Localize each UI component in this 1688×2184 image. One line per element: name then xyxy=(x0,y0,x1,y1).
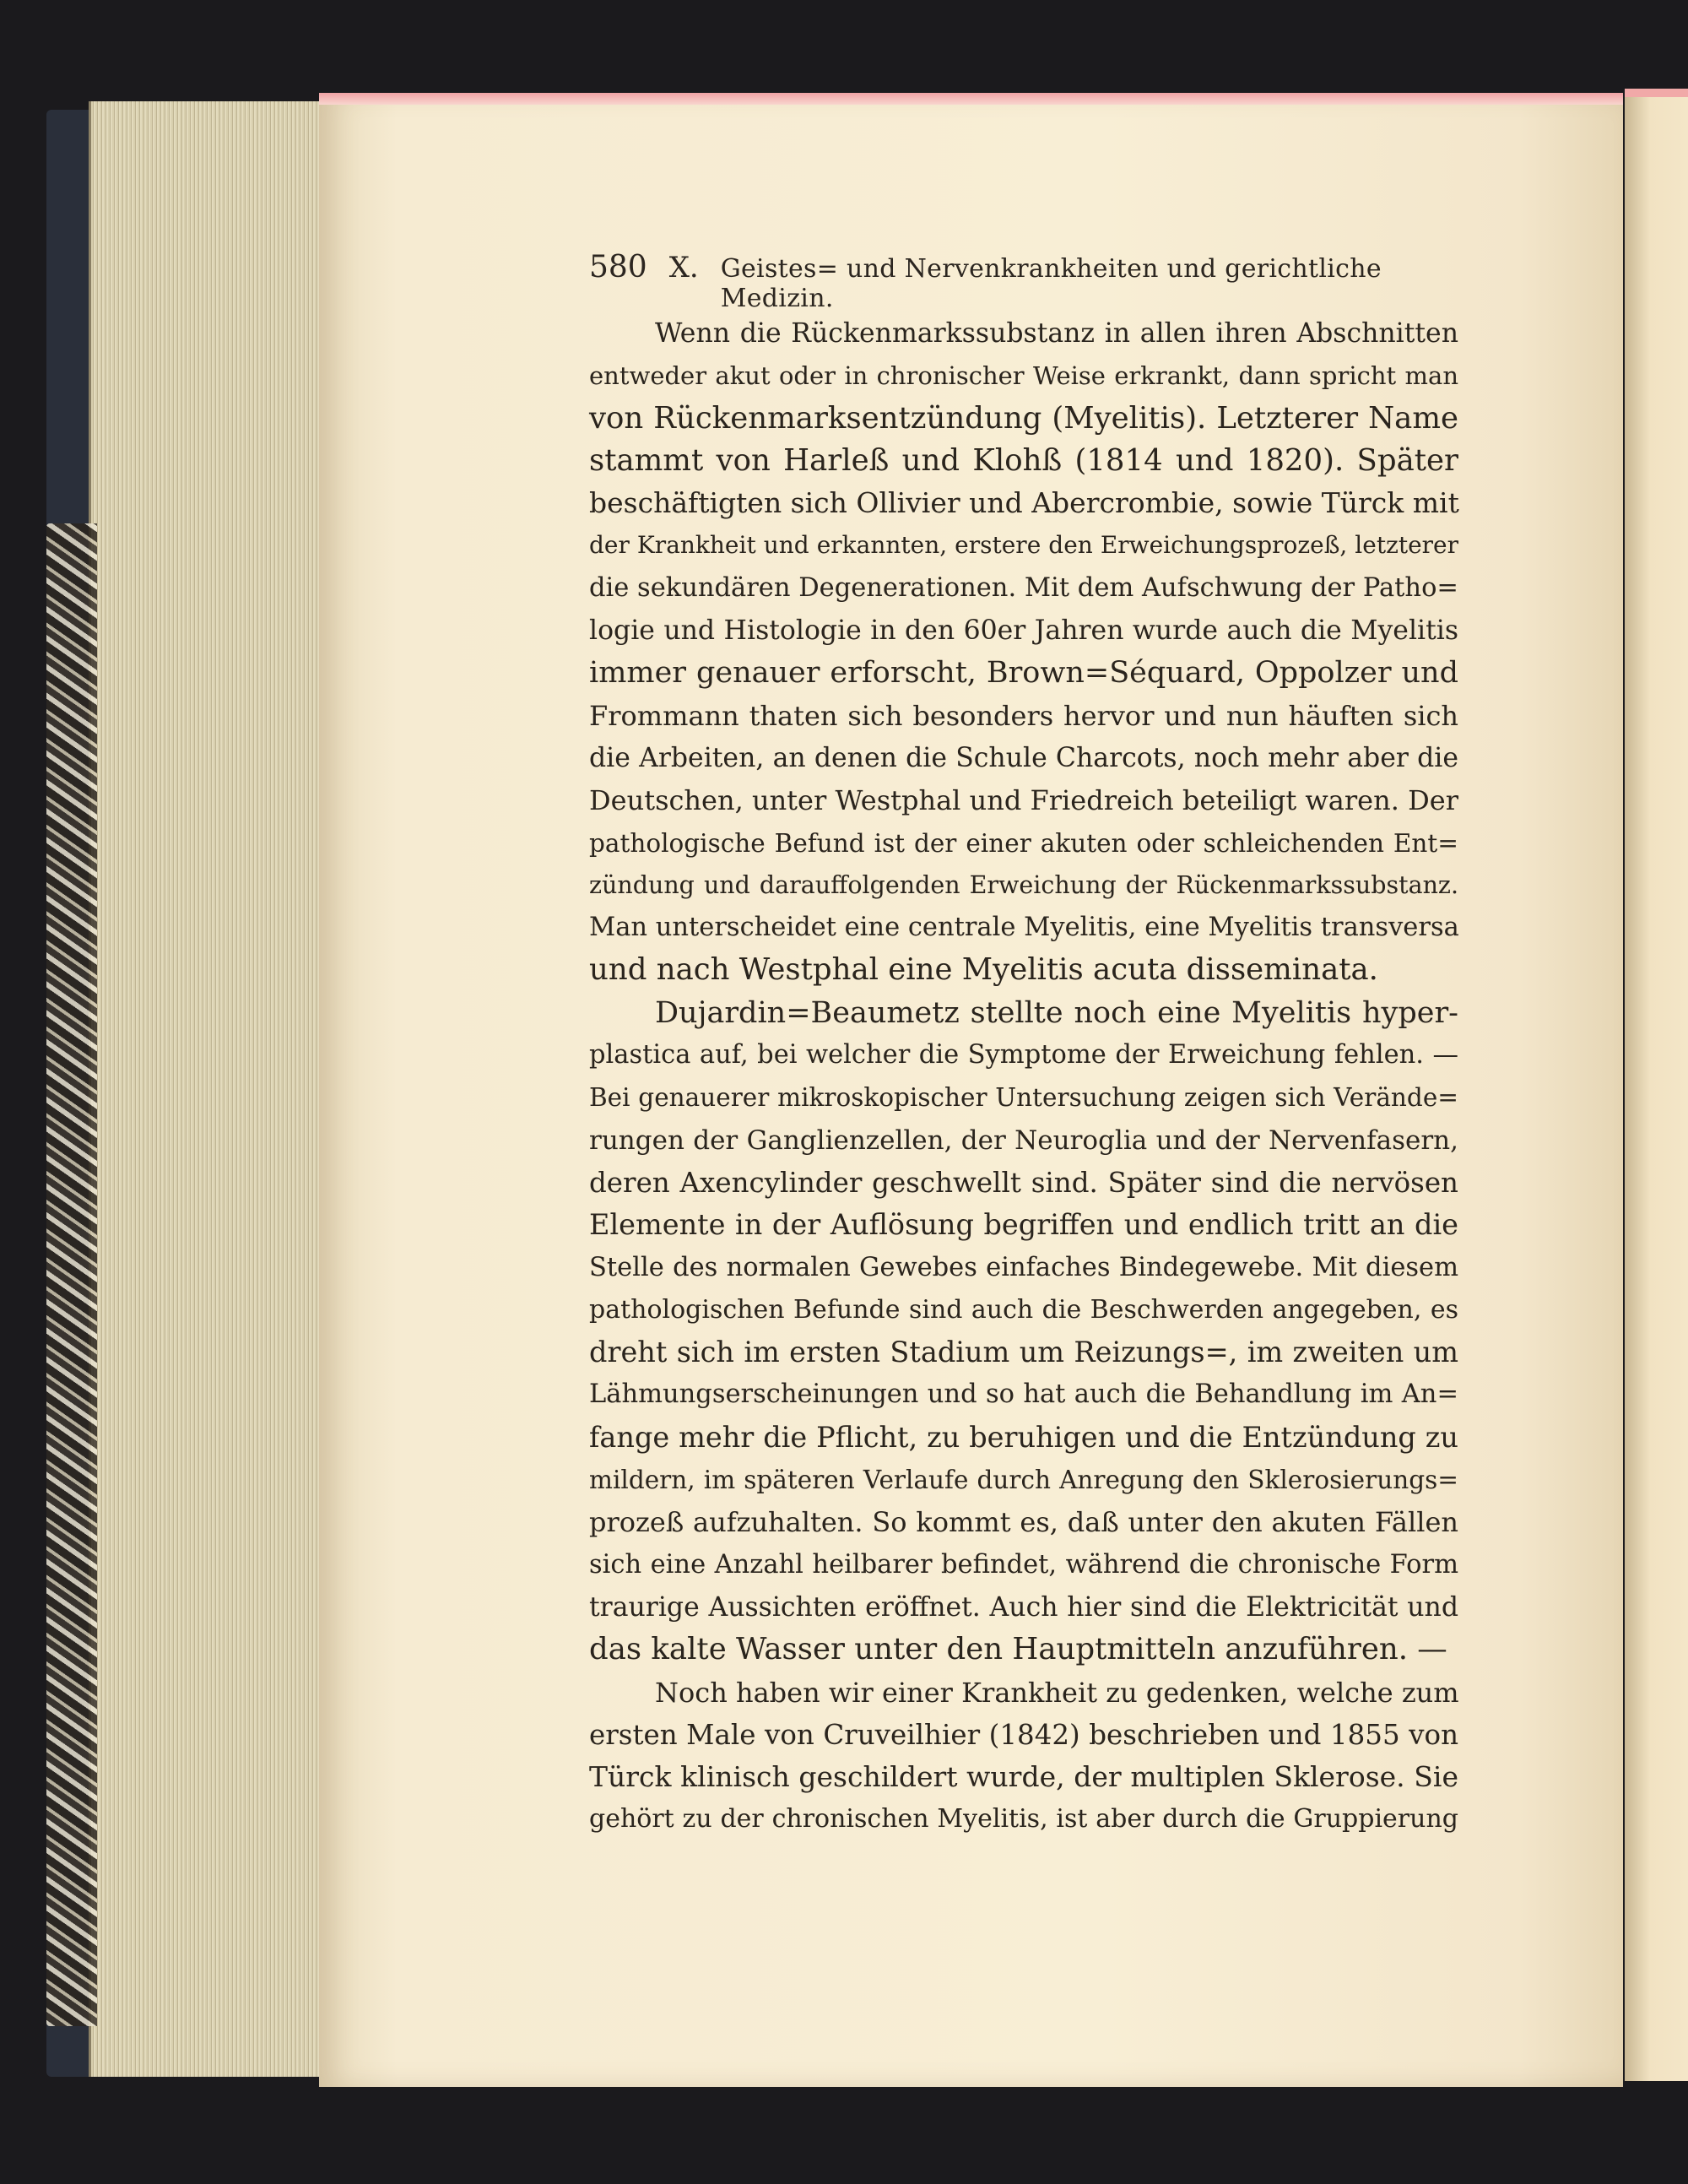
text-line: sich eine Anzahl heilbarer befindet, während die chronische Form xyxy=(589,1549,1458,1580)
text-line: Lähmungserscheinungen und so hat auch die Behandlung im An= xyxy=(589,1379,1458,1410)
text-line: pathologischen Befunde sind auch die Beschwerden angegeben, es xyxy=(589,1294,1458,1325)
text-line: fange mehr die Pflicht, zu beruhigen und die Entzündung zu xyxy=(589,1420,1458,1454)
facing-page-edge xyxy=(1625,89,1688,2081)
text-line: stammt von Harleß und Klohß (1814 und 1820). Später xyxy=(589,442,1458,478)
text-line: Man unterscheidet eine centrale Myelitis, eine Myelitis transversa xyxy=(589,913,1459,943)
text-line: von Rückenmarksentzündung (Myelitis). Letzterer Name xyxy=(589,400,1458,436)
chapter-numeral: X. xyxy=(668,251,699,285)
facing-page-pink-edge xyxy=(1625,89,1688,97)
text-line: ersten Male von Cruveilhier (1842) beschrieben und 1855 von xyxy=(589,1718,1458,1751)
text-line: immer genauer erforscht, Brown=Séquard, Oppolzer und xyxy=(589,656,1458,691)
marbled-cover-edge xyxy=(46,523,97,2026)
text-line: entweder akut oder in chronischer Weise erkrankt, dann spricht man xyxy=(589,361,1458,391)
text-line: die sekundären Degenerationen. Mit dem Aufschwung der Patho= xyxy=(589,572,1458,603)
text-line: und nach Westphal eine Myelitis acuta disseminata. xyxy=(589,952,1378,988)
text-line: dreht sich im ersten Stadium um Reizungs=, im zweiten um xyxy=(589,1336,1458,1369)
body-text xyxy=(589,312,1458,1841)
text-line: zündung und darauffolgenden Erweichung der Rückenmarkssubstanz. xyxy=(589,870,1458,899)
text-line: Türck klinisch geschildert wurde, der multiplen Sklerose. Sie xyxy=(589,1760,1458,1794)
page-top-pink-edge xyxy=(319,93,1623,105)
text-line: beschäftigten sich Ollivier und Abercrombie, sowie Türck mit xyxy=(589,486,1459,520)
text-line: prozeß aufzuhalten. So kommt es, daß unter den akuten Fällen xyxy=(589,1506,1458,1539)
text-line: Dujardin=Beaumetz stellte noch eine Myelitis hyper- xyxy=(655,995,1458,1030)
text-line: die Arbeiten, an denen die Schule Charcots, noch mehr aber die xyxy=(589,742,1458,773)
text-line: Frommann thaten sich besonders hervor und nun häuften sich xyxy=(589,699,1458,732)
text-line: der Krankheit und erkannten, erstere den Erweichungsprozeß, letzterer xyxy=(589,531,1458,560)
text-line: pathologische Befund ist der einer akuten oder schleichenden Ent= xyxy=(589,828,1458,858)
page-edges xyxy=(89,101,323,2077)
text-line: logie und Histologie in den 60er Jahren wurde auch die Myelitis xyxy=(589,615,1458,647)
text-line: Elemente in der Auflösung begriffen und endlich tritt an die xyxy=(589,1208,1458,1242)
text-line: Deutschen, unter Westphal und Friedreich beteiligt waren. Der xyxy=(589,784,1458,817)
text-line: plastica auf, bei welcher die Symptome der Erweichung fehlen. — xyxy=(589,1040,1458,1070)
text-line: Stelle des normalen Gewebes einfaches Bindegewebe. Mit diesem xyxy=(589,1252,1458,1282)
page-number: 580 xyxy=(589,250,647,285)
text-line: gehört zu der chronischen Myelitis, ist aber durch die Gruppierung xyxy=(589,1804,1458,1834)
text-line: Wenn die Rückenmarkssubstanz in allen ihren Abschnitten xyxy=(655,318,1458,349)
text-line: rungen der Ganglienzellen, der Neuroglia und der Nervenfasern, xyxy=(589,1125,1458,1156)
text-line: mildern, im späteren Verlaufe durch Anregung den Sklerosierungs= xyxy=(589,1466,1458,1495)
text-line: deren Axencylinder geschwellt sind. Später sind die nervösen xyxy=(589,1166,1458,1199)
text-line: Bei genauerer mikroskopischer Untersuchung zeigen sich Verände= xyxy=(589,1083,1458,1113)
text-line: traurige Aussichten eröffnet. Auch hier sind die Elektricität und xyxy=(589,1591,1458,1623)
text-line: das kalte Wasser unter den Hauptmitteln anzuführen. — xyxy=(589,1632,1447,1667)
running-title: Geistes= und Nervenkrankheiten und gerichtliche Medizin. xyxy=(720,254,1382,313)
text-line: Noch haben wir einer Krankheit zu gedenken, welche zum xyxy=(655,1676,1459,1709)
running-head xyxy=(589,250,1399,313)
